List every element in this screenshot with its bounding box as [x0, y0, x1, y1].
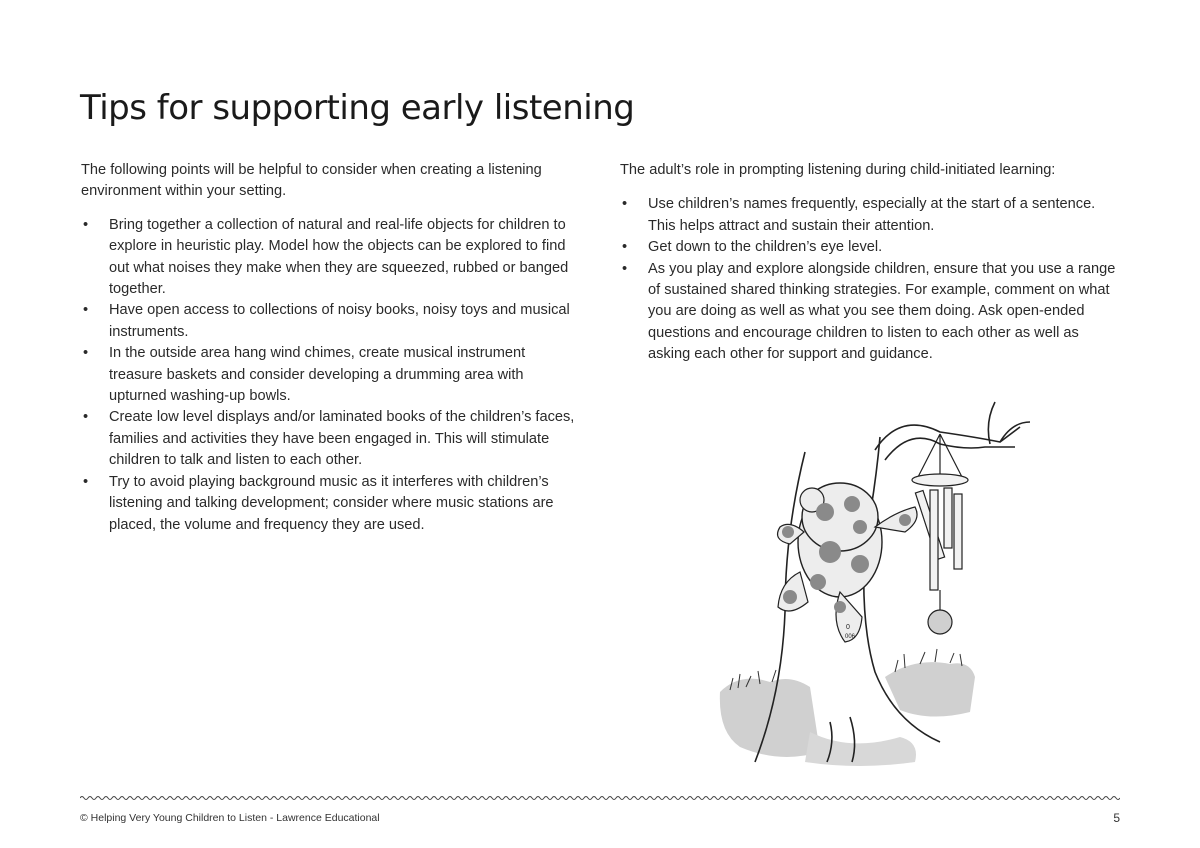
bullet-icon: •: [83, 409, 89, 426]
list-item-text: As you play and explore alongside children, ensure that you use a range of sustained shared thinking strategies. For example, comment on what you are doing as well as what you see them doing. Ask open-ended questions and encourage children to listen to each other as well as asking each other for support and guidance.: [648, 260, 1116, 363]
list-item: [620, 194, 1120, 237]
list-item: [81, 300, 581, 343]
bullet-icon: •: [83, 302, 89, 319]
right-column: [620, 160, 1120, 366]
left-intro: The following points will be helpful to consider when creating a listening environment within your setting.: [81, 162, 542, 200]
list-item: [620, 237, 1120, 258]
list-item: [81, 472, 581, 536]
list-item: [81, 407, 581, 471]
page-title: Tips for supporting early listening: [80, 88, 635, 128]
bullet-icon: •: [83, 216, 89, 233]
list-item-text: Use children’s names frequently, especially at the start of a sentence. This helps attract and sustain their attention.: [648, 196, 1096, 234]
bullet-icon: •: [83, 345, 89, 362]
list-item-text: Bring together a collection of natural and real-life objects for children to explore in heuristic play. Model how the objects can be explored to find out what noises they make when they are squeezed, rubbed or banged together.: [109, 216, 569, 298]
paw-tag-bottom: 006: [844, 634, 856, 640]
footer-copyright: © Helping Very Young Children to Listen - Lawrence Educational: [80, 812, 380, 824]
list-item-text: Have open access to collections of noisy books, noisy toys and musical instruments.: [109, 302, 570, 340]
teddy-tree-wind-chimes-illustration: [700, 392, 1040, 772]
grass-patches: [720, 649, 975, 766]
list-item-text: Try to avoid playing background music as it interferes with children’s listening and talking development; consider where music stations are placed, the volume and frequency they are used.: [109, 473, 554, 533]
right-bullet-list: [620, 194, 1120, 365]
wind-chimes: [912, 434, 968, 634]
bullet-icon: •: [83, 473, 89, 490]
list-item-text: In the outside area hang wind chimes, create musical instrument treasure baskets and consider developing a drumming area with upturned washing-up bowls.: [109, 345, 526, 405]
wavy-divider: [80, 793, 1120, 803]
left-column: [81, 160, 581, 536]
bullet-icon: •: [622, 196, 628, 213]
list-item-text: Create low level displays and/or laminated books of the children’s faces, families and activities they have been engaged in. This will stimulate children to talk and listen to each other.: [109, 409, 575, 469]
page-number: 5: [1113, 811, 1120, 825]
list-item: [620, 259, 1120, 366]
right-intro: The adult’s role in prompting listening during child-initiated learning:: [620, 162, 1056, 178]
list-item: [81, 215, 581, 301]
list-item: [81, 343, 581, 407]
bullet-icon: •: [622, 260, 628, 277]
bullet-icon: •: [622, 239, 628, 256]
paw-tag-top: 0: [846, 624, 850, 631]
teddy-bear: [778, 483, 918, 642]
left-bullet-list: [81, 215, 581, 536]
list-item-text: Get down to the children’s eye level.: [648, 239, 883, 256]
